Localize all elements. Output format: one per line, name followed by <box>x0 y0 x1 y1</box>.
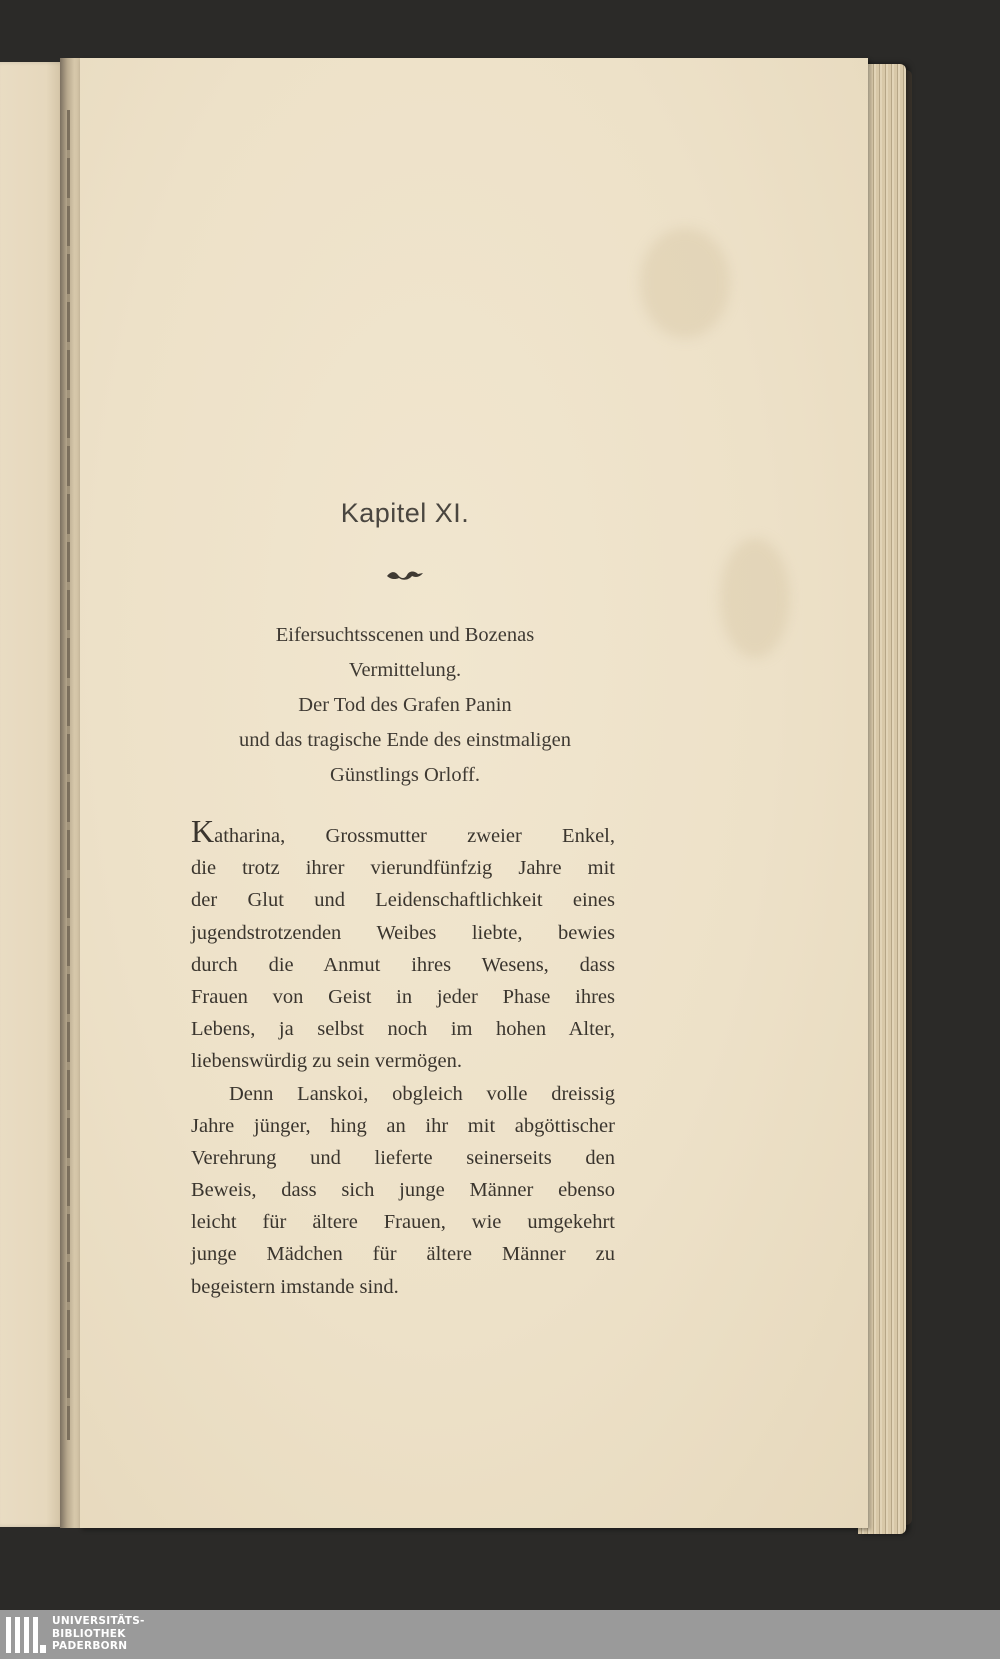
drop-cap: K <box>191 813 215 849</box>
body-text <box>191 813 615 1303</box>
binding-thread <box>67 110 70 1440</box>
summary-line: Günstlings Orloff. <box>330 764 480 786</box>
summary-line: Eifersuchtsscenen und Bozenas <box>275 624 535 646</box>
body-line: der Glut und Leidenschaftlichkeit eines <box>191 889 615 912</box>
library-logo-text <box>52 1615 145 1653</box>
logo-line: PADERBORN <box>52 1640 128 1652</box>
logo-line: BIBLIOTHEK <box>52 1627 126 1640</box>
body-line: die trotz ihrer vierundfünfzig Jahre mit <box>191 857 615 880</box>
body-line: Lebens, ja selbst noch im hohen Alter, <box>191 1018 615 1041</box>
body-line: Denn Lanskoi, obgleich volle dreissig <box>229 1082 615 1105</box>
body-line: Verehrung und lieferte seinerseits den <box>191 1146 615 1169</box>
body-line: begeistern imstande sind. <box>191 1275 399 1298</box>
body-line: Beweis, dass sich junge Männer ebenso <box>191 1179 615 1202</box>
book-page <box>80 58 868 1528</box>
body-line: durch die Anmut ihres Wesens, dass <box>191 953 615 976</box>
body-line <box>191 813 615 852</box>
left-page-edge <box>0 62 66 1527</box>
chapter-title: Kapitel XI. <box>340 498 470 528</box>
ornament-icon <box>385 568 425 582</box>
logo-line: UNIVERSITÄTS- <box>52 1615 145 1627</box>
library-footer-bar <box>0 1610 1000 1659</box>
body-line: Frauen von Geist in jeder Phase ihres <box>191 985 615 1008</box>
body-line-text: atharina, Grossmutter zweier Enkel, <box>214 825 615 847</box>
summary-line: Vermittelung. <box>348 659 462 681</box>
page-stain <box>640 228 730 338</box>
body-line: liebenswürdig zu sein vermögen. <box>191 1050 462 1073</box>
summary-line: und das tragische Ende des einstmaligen <box>239 729 571 751</box>
library-logo-icon <box>4 1615 46 1655</box>
page-stain <box>720 538 790 658</box>
body-line: jugendstrotzenden Weibes liebte, bewies <box>191 921 615 944</box>
body-line: junge Mädchen für ältere Männer zu <box>191 1243 615 1266</box>
body-line: leicht für ältere Frauen, wie umgekehrt <box>191 1211 615 1234</box>
chapter-summary <box>190 618 620 793</box>
summary-line: Der Tod des Grafen Panin <box>298 694 512 716</box>
body-line: Jahre jünger, hing an ihr mit abgöttischer <box>191 1114 615 1137</box>
